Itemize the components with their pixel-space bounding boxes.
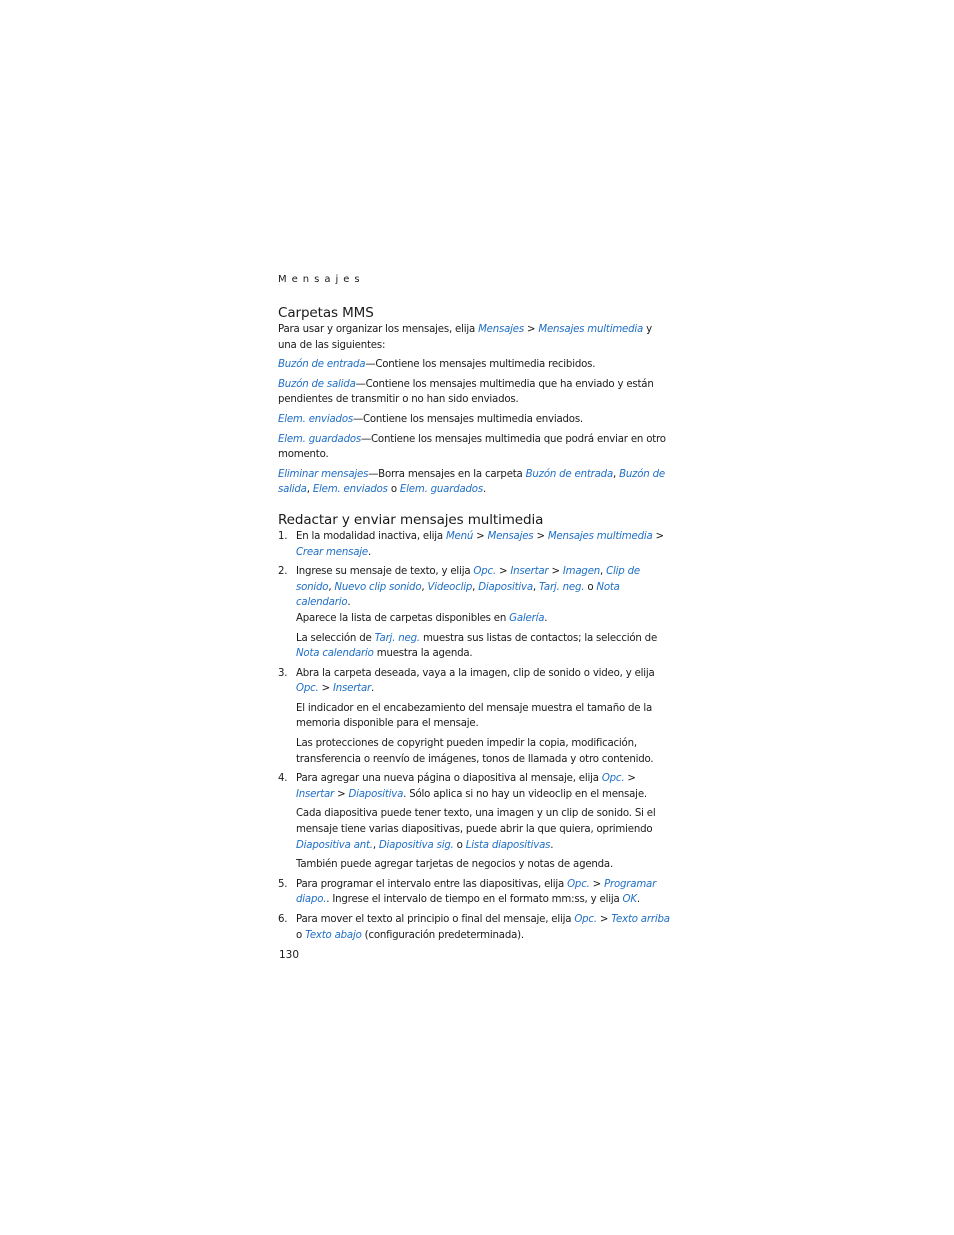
- step-note: La selección de Tarj. neg. muestra sus listas de contactos; la selección de Nota calendario muestra la agenda.: [296, 632, 658, 660]
- step-note: El indicador en el encabezamiento del mensaje muestra el tamaño de la memoria disponible para el mensaje.: [296, 702, 653, 730]
- folder-item: Elem. guardados—Contiene los mensajes multimedia que podrá enviar en otro momento.: [278, 433, 666, 461]
- step-note: Las protecciones de copyright pueden impedir la copia, modificación, transferencia o reenvío de imágenes, tonos de llamada y otro contenido.: [296, 738, 654, 765]
- page-number: 130: [279, 949, 300, 961]
- step-note: También puede agregar tarjetas de negocios y notas de agenda.: [296, 859, 614, 871]
- step-item: 1. En la modalidad inactiva, elija Menú > Mensajes > Mensajes multimedia > Crear mensaje.: [278, 530, 664, 558]
- step-item: 6. Para mover el texto al principio o final del mensaje, elija Opc. > Texto arriba o Texto abajo (configuración predeterminada).: [278, 914, 670, 941]
- step-note: Cada diapositiva puede tener texto, una imagen y un clip de sonido. Si el mensaje tiene varias diapositivas, puede abrir la que quiera, oprimiendo Diapositiva ant., Diapositiva sig. o Lista diapositivas.: [296, 808, 656, 851]
- menu-link: Mensajes multimedia: [538, 324, 644, 335]
- menu-link: Mensajes: [478, 324, 524, 335]
- delete-item: Eliminar mensajes—Borra mensajes en la carpeta Buzón de entrada, Buzón de salida, Elem. enviados o Elem. guardados.: [278, 468, 665, 496]
- section-title-redactar: Redactar y enviar mensajes multimedia: [278, 511, 544, 528]
- section1-intro: Para usar y organizar los mensajes, elija Mensajes > Mensajes multimedia y una de las siguientes:: [278, 324, 652, 351]
- step-item: 3. Abra la carpeta deseada, vaya a la imagen, clip de sonido o video, y elija Opc. > Insertar. El indicador en el encabezamiento del mensaje muestra el tamaño de la memoria disponible para el mensaje. Las protecciones de copyright pueden impedir la copia, modificación, transferencia o reenvío de imágenes, tonos de llamada y otro contenido.: [278, 666, 670, 768]
- steps-list: [278, 529, 670, 943]
- step-item: 2. Ingrese su mensaje de texto, y elija Opc. > Insertar > Imagen, Clip de sonido, Nuevo clip sonido, Videoclip, Diapositiva, Tarj. neg. o Nota calendario. Aparece la lista de carpetas disponibles en Galería. La selección de Tarj. neg. muestra sus listas de contactos; la selección de Nota calendario muestra la agenda.: [278, 564, 670, 662]
- folder-item: Elem. enviados—Contiene los mensajes multimedia enviados.: [278, 413, 583, 425]
- step-item: 5. Para programar el intervalo entre las diapositivas, elija Opc. > Programar diapo.. Ingrese el intervalo de tiempo en el formato mm:ss, y elija OK.: [278, 878, 657, 906]
- section-title-carpetas: Carpetas MMS: [278, 305, 374, 321]
- folder-item: Buzón de salida—Contiene los mensajes multimedia que ha enviado y están pendientes de transmitir o no han sido enviados.: [278, 378, 654, 406]
- page-content: [278, 270, 670, 943]
- running-header: Mensajes: [278, 274, 365, 285]
- step-item: 4. Para agregar una nueva página o diapositiva al mensaje, elija Opc. > Insertar > Diapositiva. Sólo aplica si no hay un videoclip en el mensaje. Cada diapositiva puede tener texto, una imagen y un clip de sonido. Si el mensaje tiene varias diapositivas, puede abrir la que quiera, oprimiendo Diapositiva ant., Diapositiva sig. o Lista diapositivas. También puede agregar tarjetas de negocios y notas de agenda.: [278, 771, 670, 873]
- folder-item: Buzón de entrada—Contiene los mensajes multimedia recibidos.: [278, 359, 596, 371]
